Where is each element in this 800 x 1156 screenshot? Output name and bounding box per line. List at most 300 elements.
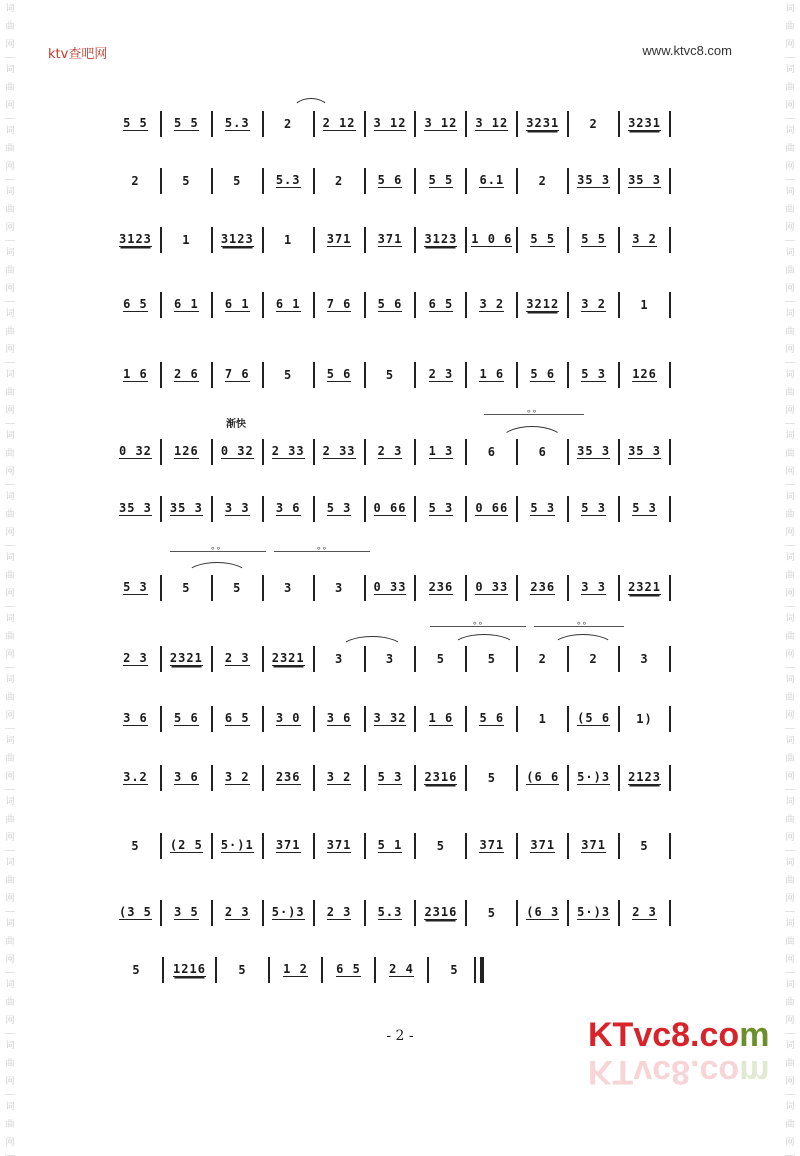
watermark-char: 词 <box>785 919 795 929</box>
measure <box>365 166 416 196</box>
watermark-char: 网 <box>785 772 795 782</box>
notes: 5 <box>450 963 459 977</box>
watermark-char: 曲 <box>5 205 15 215</box>
barline <box>669 439 671 465</box>
measure <box>263 831 314 861</box>
watermark-separator <box>5 1094 15 1095</box>
notes: 3231 <box>526 116 560 130</box>
notes: 371 <box>377 232 403 246</box>
measure <box>517 360 568 390</box>
measure <box>314 109 365 139</box>
watermark-char: 曲 <box>785 1120 795 1130</box>
measure <box>415 437 466 467</box>
notes: 3 2 <box>224 770 250 784</box>
tie-mark <box>186 562 248 575</box>
measure <box>415 831 466 861</box>
site-logo[interactable] <box>588 1016 770 1096</box>
watermark-char: 网 <box>5 955 15 965</box>
barline <box>669 900 671 926</box>
notes: (6 6 <box>526 770 560 784</box>
measure <box>619 494 670 524</box>
logo-text: KTvc8.com <box>588 1016 770 1054</box>
watermark-char: 曲 <box>5 937 15 947</box>
notes: 5 <box>487 906 496 920</box>
measure <box>568 644 619 674</box>
watermark-char: 网 <box>5 40 15 50</box>
watermark-char: 曲 <box>5 632 15 642</box>
watermark-separator <box>5 240 15 241</box>
notes: 6 5 <box>123 297 148 311</box>
watermark-separator <box>5 301 15 302</box>
measure <box>269 955 322 985</box>
measure <box>161 360 212 390</box>
notes: 3 <box>385 652 395 666</box>
notes: 5 <box>487 771 496 785</box>
watermark-char: 曲 <box>5 510 15 520</box>
measure <box>263 360 314 390</box>
notes: 2316 <box>424 770 458 784</box>
measure <box>212 763 263 793</box>
notes: 1 3 <box>428 444 454 458</box>
watermark-char: 网 <box>5 650 15 660</box>
notes: 3 <box>334 652 344 666</box>
score-line <box>110 360 670 390</box>
watermark-char: 网 <box>5 833 15 843</box>
measure <box>619 573 670 603</box>
watermark-char: 词 <box>5 736 15 746</box>
measure <box>110 360 161 390</box>
watermark-separator <box>5 362 15 363</box>
score-line <box>110 955 481 985</box>
notes: 3 6 <box>326 711 352 725</box>
measure <box>517 898 568 928</box>
measure <box>263 763 314 793</box>
left-margin-watermark <box>2 0 18 1148</box>
tempo-mark: 渐快 <box>226 419 246 430</box>
measure <box>161 763 212 793</box>
measure <box>619 166 670 196</box>
measure <box>263 898 314 928</box>
watermark-char: 曲 <box>5 266 15 276</box>
watermark-char: 曲 <box>5 571 15 581</box>
measure <box>619 360 670 390</box>
watermark-char: 曲 <box>5 144 15 154</box>
notes: 2 3 <box>123 651 148 665</box>
watermark-char: 词 <box>785 1041 795 1051</box>
measure <box>161 166 212 196</box>
notes: 2 12 <box>322 116 356 130</box>
measure <box>517 290 568 320</box>
notes: 3123 <box>424 232 458 246</box>
watermark-char: 曲 <box>785 571 795 581</box>
watermark-char: 曲 <box>785 327 795 337</box>
watermark-char: 网 <box>785 955 795 965</box>
notes: 2 3 <box>224 651 250 665</box>
notes: 3 3 <box>224 501 250 515</box>
measure <box>568 704 619 734</box>
watermark-char: 曲 <box>5 388 15 398</box>
notes: 5 <box>284 368 293 382</box>
notes: 5 5 <box>123 116 148 130</box>
watermark-char: 词 <box>5 4 15 14</box>
watermark-char: 网 <box>785 1077 795 1087</box>
notes: 5 <box>131 839 140 853</box>
watermark-char: 词 <box>5 614 15 624</box>
notes: (6 3 <box>526 905 560 919</box>
notes: 5 <box>385 368 395 382</box>
watermark-char: 词 <box>5 126 15 136</box>
notes: 2316 <box>424 905 458 919</box>
watermark-char: 网 <box>5 101 15 111</box>
barline <box>669 575 671 601</box>
notes: 1 0 6 <box>471 232 513 246</box>
measure <box>212 360 263 390</box>
measure <box>314 704 365 734</box>
measure <box>517 644 568 674</box>
notes: 236 <box>428 580 454 594</box>
notes: 0 32 <box>119 444 152 458</box>
notes: 1 6 <box>428 711 454 725</box>
watermark-separator <box>5 667 15 668</box>
watermark-char: 词 <box>5 370 15 380</box>
tie-mark <box>292 98 330 111</box>
watermark-char: 曲 <box>5 815 15 825</box>
notes: 3 12 <box>373 116 407 130</box>
measure <box>466 437 517 467</box>
measure <box>568 898 619 928</box>
measure <box>161 290 212 320</box>
measure <box>466 290 517 320</box>
measure <box>415 360 466 390</box>
watermark-separator <box>5 789 15 790</box>
measure <box>415 225 466 255</box>
barline <box>669 227 671 253</box>
notes: 2 4 <box>389 962 414 976</box>
watermark-char: 曲 <box>5 83 15 93</box>
watermark-separator <box>785 728 795 729</box>
notes: 5 <box>436 839 446 853</box>
final-barline <box>480 957 484 983</box>
fermata-dot: ∘∘ <box>316 544 328 554</box>
measure <box>365 573 416 603</box>
score-line <box>110 704 670 734</box>
measure <box>212 290 263 320</box>
watermark-char: 曲 <box>785 510 795 520</box>
measure <box>314 898 365 928</box>
notes: 5 6 <box>377 173 403 187</box>
watermark-char: 词 <box>785 370 795 380</box>
measure <box>110 704 161 734</box>
watermark-char: 曲 <box>5 876 15 886</box>
measure <box>365 437 416 467</box>
watermark-char: 曲 <box>5 327 15 337</box>
watermark-char: 词 <box>5 187 15 197</box>
measure <box>466 494 517 524</box>
notes: 3 6 <box>174 770 199 784</box>
notes: 3 0 <box>275 711 301 725</box>
notes: 5 <box>233 581 242 595</box>
measure <box>365 494 416 524</box>
watermark-char: 词 <box>785 248 795 258</box>
watermark-char: 曲 <box>5 449 15 459</box>
notes: 3 32 <box>373 711 407 725</box>
measure <box>365 290 416 320</box>
measure <box>263 290 314 320</box>
watermark-separator <box>5 118 15 119</box>
watermark-char: 网 <box>785 833 795 843</box>
notes: 2 3 <box>224 905 250 919</box>
measure <box>161 437 212 467</box>
barline <box>669 833 671 859</box>
watermark-char: 词 <box>5 980 15 990</box>
notes: 6 1 <box>275 297 301 311</box>
watermark-separator <box>785 972 795 973</box>
notes: 3 <box>640 652 649 666</box>
measure <box>568 166 619 196</box>
watermark-char: 网 <box>785 467 795 477</box>
notes: 2 <box>589 117 598 131</box>
tie-mark <box>340 636 404 649</box>
notes: 236 <box>530 580 556 594</box>
barline <box>669 706 671 732</box>
measure <box>314 290 365 320</box>
notes: 3 12 <box>475 116 509 130</box>
notes: 6 1 <box>174 297 199 311</box>
watermark-char: 网 <box>5 1138 15 1148</box>
measure <box>161 644 212 674</box>
watermark-char: 网 <box>785 1016 795 1026</box>
notes: 5 6 <box>326 367 352 381</box>
notes: 2 <box>589 652 598 666</box>
measure <box>212 898 263 928</box>
measure <box>314 360 365 390</box>
watermark-separator <box>785 423 795 424</box>
measure <box>415 166 466 196</box>
notes: 6 5 <box>336 962 361 976</box>
notes: 6 <box>538 445 547 459</box>
measure <box>163 955 216 985</box>
watermark-char: 网 <box>5 894 15 904</box>
measure <box>365 831 416 861</box>
notes: 5 <box>233 174 242 188</box>
watermark-char: 网 <box>785 650 795 660</box>
measure <box>161 109 212 139</box>
watermark-char: 网 <box>785 162 795 172</box>
score-line <box>110 763 670 793</box>
notes: 3 5 <box>174 905 199 919</box>
barline <box>669 496 671 522</box>
notes: 371 <box>326 232 352 246</box>
notes: 5 5 <box>428 173 454 187</box>
notes: 2 3 <box>428 367 454 381</box>
notes: 5 <box>238 963 247 977</box>
measure <box>517 166 568 196</box>
site-url[interactable]: www.ktvc8.com <box>642 43 732 58</box>
notes: 2 3 <box>632 905 657 919</box>
watermark-char: 词 <box>5 431 15 441</box>
measure <box>212 573 263 603</box>
notes: 6 1 <box>224 297 250 311</box>
watermark-char: 网 <box>785 345 795 355</box>
watermark-char: 词 <box>785 126 795 136</box>
measure <box>110 955 163 985</box>
site-name[interactable]: ktv查吧网 <box>48 47 108 62</box>
notes: 3 12 <box>424 116 458 130</box>
watermark-char: 曲 <box>785 815 795 825</box>
watermark-char: 词 <box>785 1102 795 1112</box>
notes: 1 2 <box>283 962 308 976</box>
measure <box>314 166 365 196</box>
notes: 1 <box>640 298 649 312</box>
notes: 3 6 <box>123 711 148 725</box>
notes: 5 6 <box>530 367 556 381</box>
notes: 3212 <box>526 297 560 311</box>
measure <box>568 109 619 139</box>
notes: (3 5 <box>119 905 152 919</box>
notes: 35 3 <box>169 501 203 515</box>
measure <box>568 763 619 793</box>
notes: 2321 <box>271 651 305 665</box>
watermark-char: 曲 <box>785 22 795 32</box>
measure <box>314 573 365 603</box>
notes: 1 6 <box>479 367 505 381</box>
measure <box>466 831 517 861</box>
watermark-char: 曲 <box>5 998 15 1008</box>
watermark-separator <box>5 911 15 912</box>
measure <box>415 494 466 524</box>
measure <box>619 109 670 139</box>
notes: (5 6 <box>577 711 611 725</box>
measure <box>314 763 365 793</box>
measure <box>161 831 212 861</box>
notes: 0 66 <box>373 501 407 515</box>
watermark-char: 网 <box>785 101 795 111</box>
watermark-char: 曲 <box>785 998 795 1008</box>
notes: 371 <box>479 838 505 852</box>
measure <box>212 644 263 674</box>
notes: 5 3 <box>123 580 148 594</box>
watermark-char: 网 <box>785 406 795 416</box>
fermata-dot: ∘∘ <box>210 544 222 554</box>
watermark-char: 网 <box>5 345 15 355</box>
measure <box>110 644 161 674</box>
notes: 5 6 <box>174 711 199 725</box>
watermark-char: 网 <box>785 1138 795 1148</box>
watermark-separator <box>5 545 15 546</box>
measure <box>415 290 466 320</box>
watermark-separator <box>5 850 15 851</box>
watermark-char: 曲 <box>5 693 15 703</box>
right-margin-watermark <box>782 0 798 1148</box>
watermark-char: 词 <box>5 797 15 807</box>
measure <box>365 704 416 734</box>
watermark-char: 网 <box>785 589 795 599</box>
measure <box>466 360 517 390</box>
watermark-char: 网 <box>785 894 795 904</box>
measure <box>110 898 161 928</box>
watermark-char: 词 <box>785 675 795 685</box>
notes: 35 3 <box>628 444 661 458</box>
tie-mark <box>552 634 614 647</box>
notes: 35 3 <box>577 173 611 187</box>
measure <box>619 644 670 674</box>
measure <box>161 704 212 734</box>
measure <box>517 109 568 139</box>
measure <box>110 437 161 467</box>
notes: 5 1 <box>377 838 403 852</box>
notes: 3 2 <box>326 770 352 784</box>
notes: 5 6 <box>479 711 505 725</box>
watermark-char: 网 <box>5 223 15 233</box>
score-line <box>110 831 670 861</box>
notes: 3 <box>334 581 344 595</box>
watermark-char: 词 <box>785 797 795 807</box>
watermark-separator <box>785 240 795 241</box>
watermark-char: 曲 <box>785 449 795 459</box>
notes: (2 5 <box>169 838 203 852</box>
watermark-separator <box>5 57 15 58</box>
watermark-char: 曲 <box>785 83 795 93</box>
watermark-separator <box>5 606 15 607</box>
watermark-char: 曲 <box>785 693 795 703</box>
measure <box>212 494 263 524</box>
notes: 2321 <box>628 580 661 594</box>
watermark-separator <box>785 301 795 302</box>
measure <box>568 831 619 861</box>
notes: 35 3 <box>628 173 661 187</box>
watermark-char: 网 <box>5 772 15 782</box>
measure <box>263 225 314 255</box>
measure <box>466 573 517 603</box>
measure <box>314 831 365 861</box>
notes: 1) <box>636 712 653 726</box>
watermark-char: 曲 <box>785 388 795 398</box>
watermark-separator <box>5 728 15 729</box>
watermark-char: 网 <box>785 40 795 50</box>
notes: 371 <box>275 838 301 852</box>
measure <box>263 644 314 674</box>
measure <box>517 831 568 861</box>
measure <box>415 704 466 734</box>
watermark-char: 词 <box>785 858 795 868</box>
measure <box>365 360 416 390</box>
measure <box>517 225 568 255</box>
measure <box>619 704 670 734</box>
logo-reflection: KTvc8.com <box>588 1053 770 1091</box>
notes: 126 <box>174 444 199 458</box>
watermark-char: 网 <box>5 711 15 721</box>
watermark-char: 网 <box>785 711 795 721</box>
watermark-separator <box>785 606 795 607</box>
notes: 5·)3 <box>271 905 305 919</box>
watermark-separator <box>785 118 795 119</box>
measure <box>517 437 568 467</box>
watermark-separator <box>785 484 795 485</box>
barline <box>669 168 671 194</box>
fermata-dot: ∘∘ <box>576 619 588 629</box>
measure <box>619 763 670 793</box>
notes: 3 <box>284 581 293 595</box>
watermark-char: 曲 <box>785 144 795 154</box>
notes: 5 <box>182 581 191 595</box>
measure <box>263 109 314 139</box>
measure <box>466 166 517 196</box>
measure <box>110 494 161 524</box>
measure <box>263 704 314 734</box>
measure <box>415 109 466 139</box>
notes: 2 <box>538 174 547 188</box>
notes: 0 33 <box>475 580 509 594</box>
